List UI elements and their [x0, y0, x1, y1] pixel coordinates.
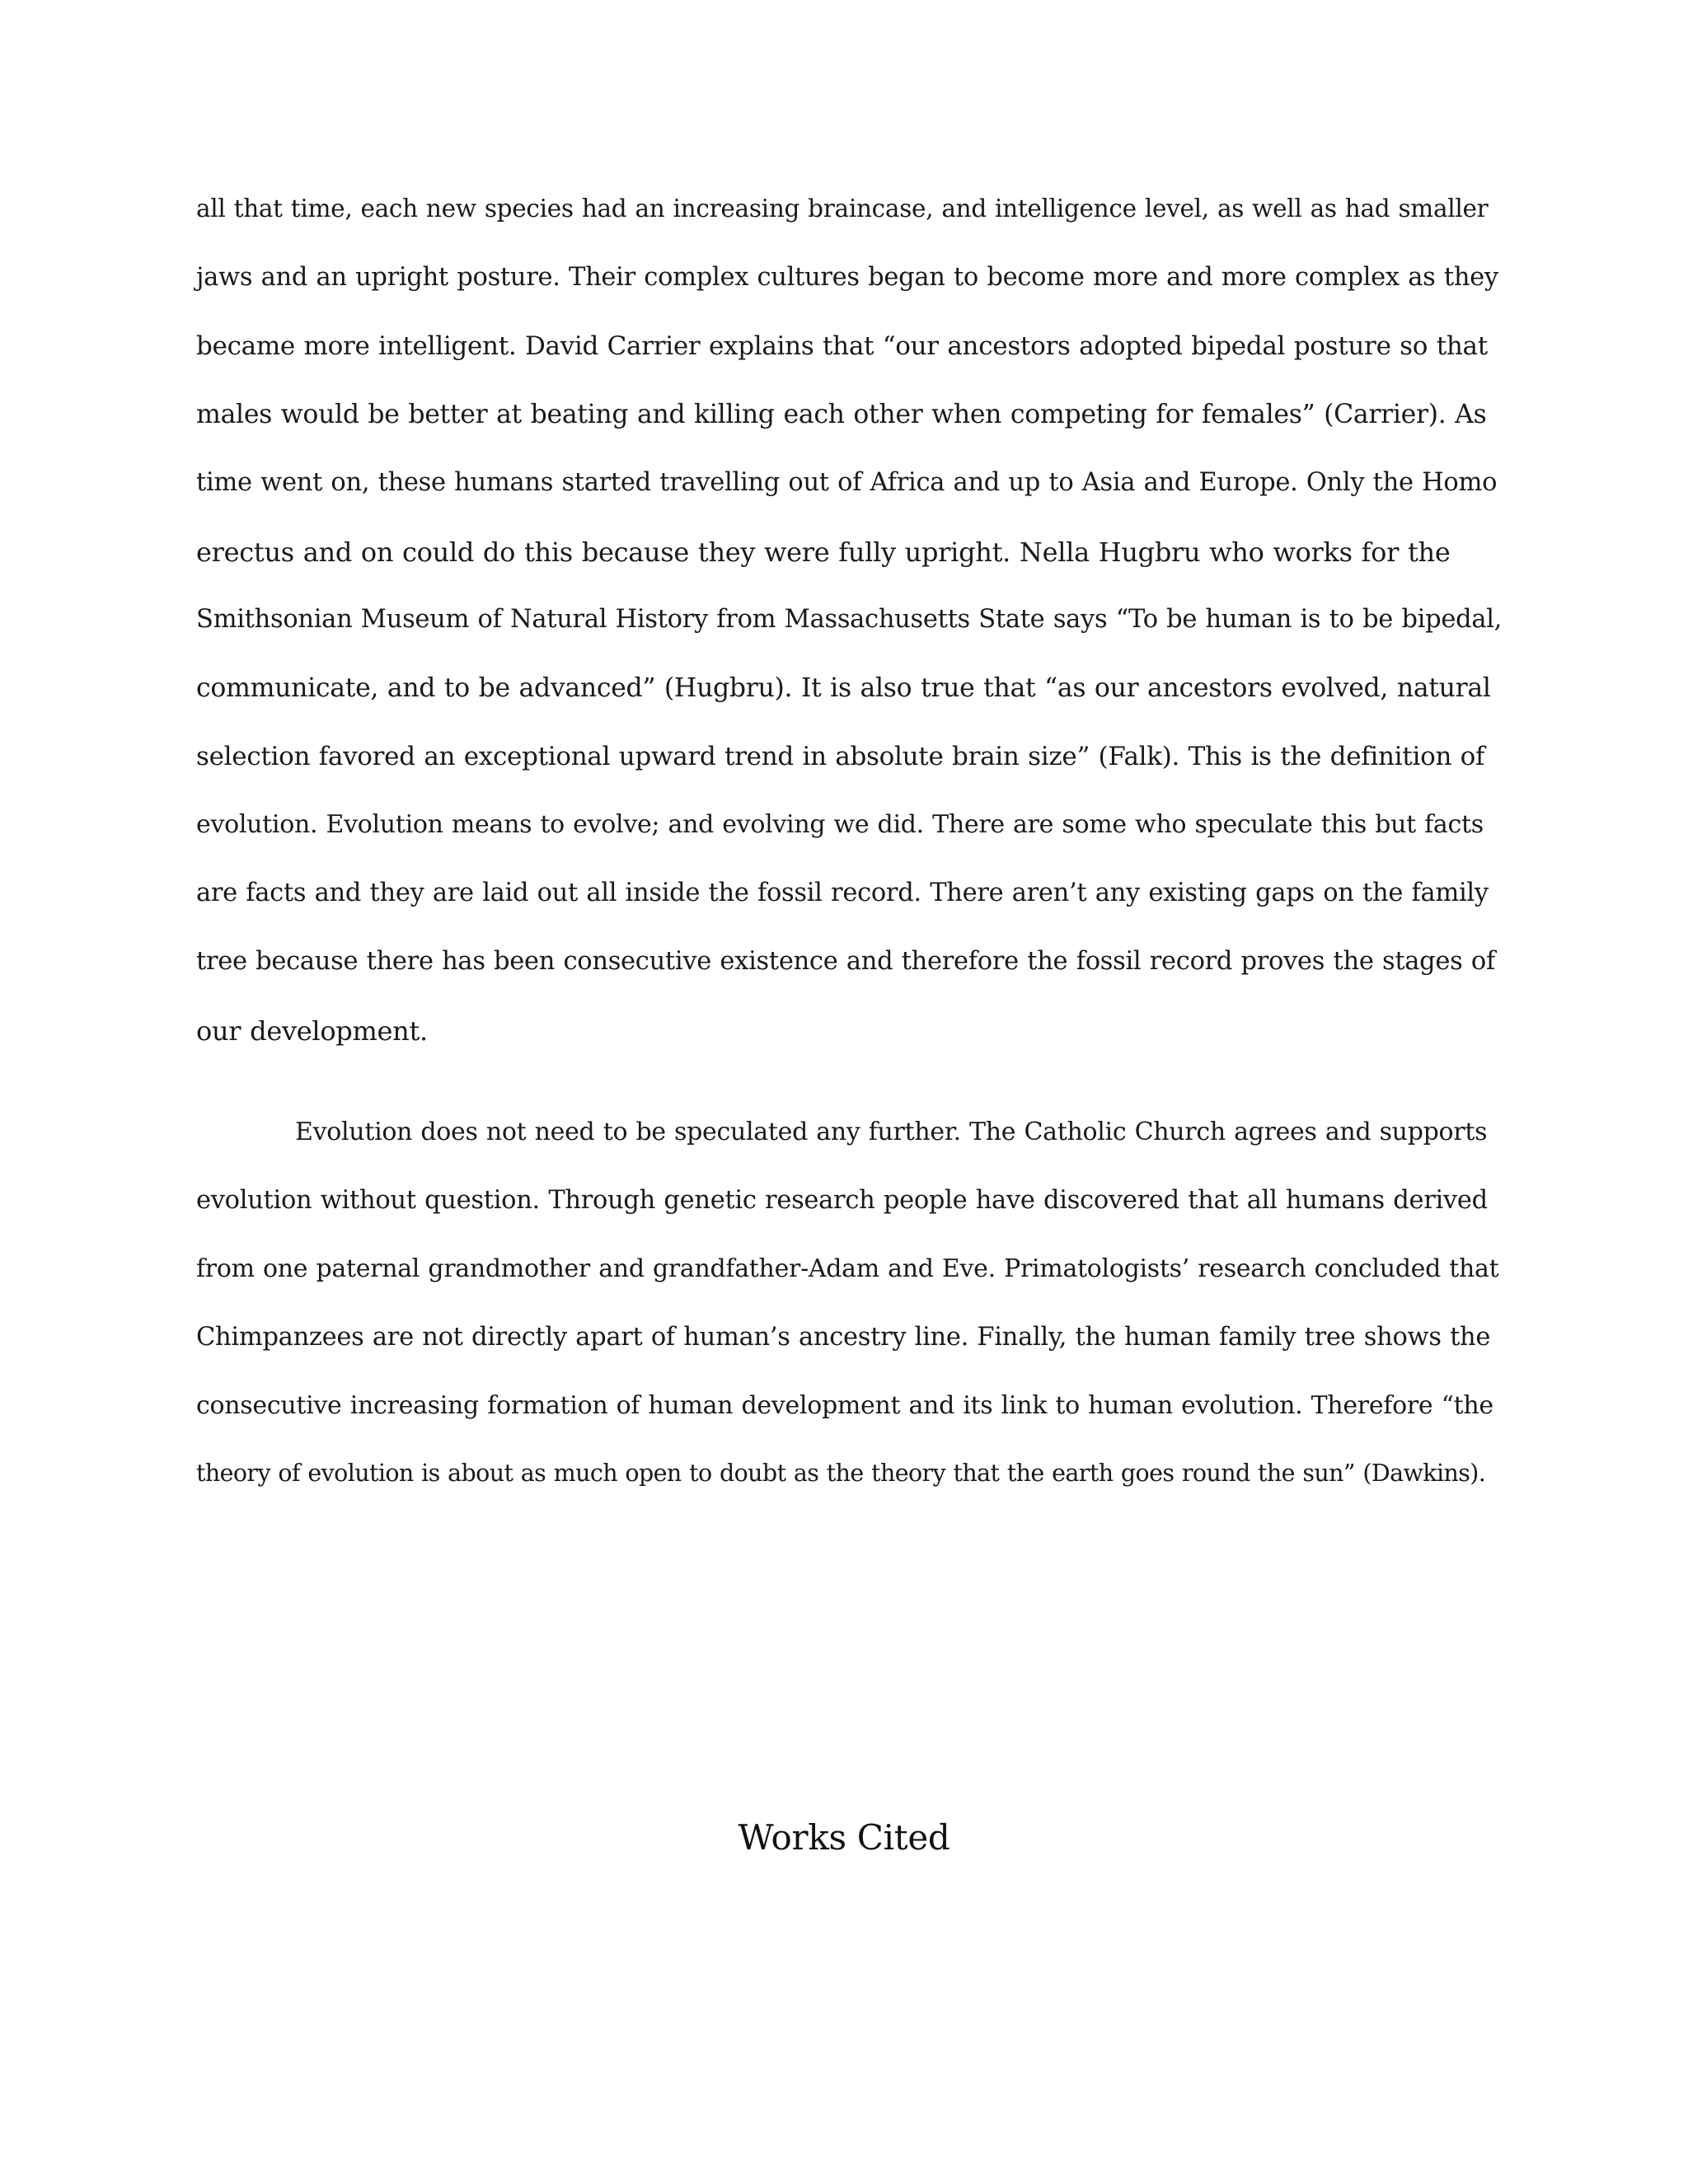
- paragraph-line: became more intelligent. David Carrier explains that “our ancestors adopted bipedal posture so that: [196, 331, 1488, 361]
- paragraph-line: consecutive increasing formation of human development and its link to human evolution. Therefore “the: [196, 1391, 1493, 1420]
- works-cited-heading: Works Cited: [738, 1817, 950, 1858]
- paragraph-line: communicate, and to be advanced” (Hugbru). It is also true that “as our ancestors evolved, natural: [196, 673, 1491, 703]
- paragraph-line: Evolution does not need to be speculated any further. The Catholic Church agrees and supports: [295, 1118, 1488, 1146]
- paragraph-line: males would be better at beating and killing each other when competing for females” (Carrier). As: [196, 400, 1487, 429]
- paragraph-line: selection favored an exceptional upward trend in absolute brain size” (Falk). This is the definition of: [196, 742, 1485, 771]
- paragraph-line: erectus and on could do this because they were fully upright. Nella Hugbru who works for the: [196, 537, 1451, 568]
- paragraph-line: are facts and they are laid out all inside the fossil record. There aren’t any existing gaps on the family: [196, 879, 1489, 907]
- paragraph-line: jaws and an upright posture. Their complex cultures began to become more and more complex as they: [196, 263, 1498, 292]
- paragraph-line: Chimpanzees are not directly apart of human’s ancestry line. Finally, the human family tree shows the: [196, 1323, 1491, 1352]
- paragraph-line: evolution without question. Through genetic research people have discovered that all humans derived: [196, 1186, 1488, 1215]
- paragraph-line: our development.: [196, 1015, 428, 1047]
- paragraph-line: tree because there has been consecutive existence and therefore the fossil record proves the stages of: [196, 947, 1495, 976]
- paragraph-line: from one paternal grandmother and grandfather-Adam and Eve. Primatologists’ research concluded that: [196, 1254, 1499, 1283]
- paragraph-line: Smithsonian Museum of Natural History from Massachusetts State says “To be human is to be bipedal,: [196, 605, 1503, 634]
- paragraph-line: theory of evolution is about as much open to doubt as the theory that the earth goes round the sun” (Dawkins).: [196, 1460, 1486, 1487]
- paragraph-line: all that time, each new species had an increasing braincase, and intelligence level, as well as had smaller: [196, 194, 1489, 223]
- paragraph-line: evolution. Evolution means to evolve; and evolving we did. There are some who speculate this but facts: [196, 810, 1484, 839]
- paragraph-line: time went on, these humans started travelling out of Africa and up to Asia and Europe. Only the Homo: [196, 468, 1498, 497]
